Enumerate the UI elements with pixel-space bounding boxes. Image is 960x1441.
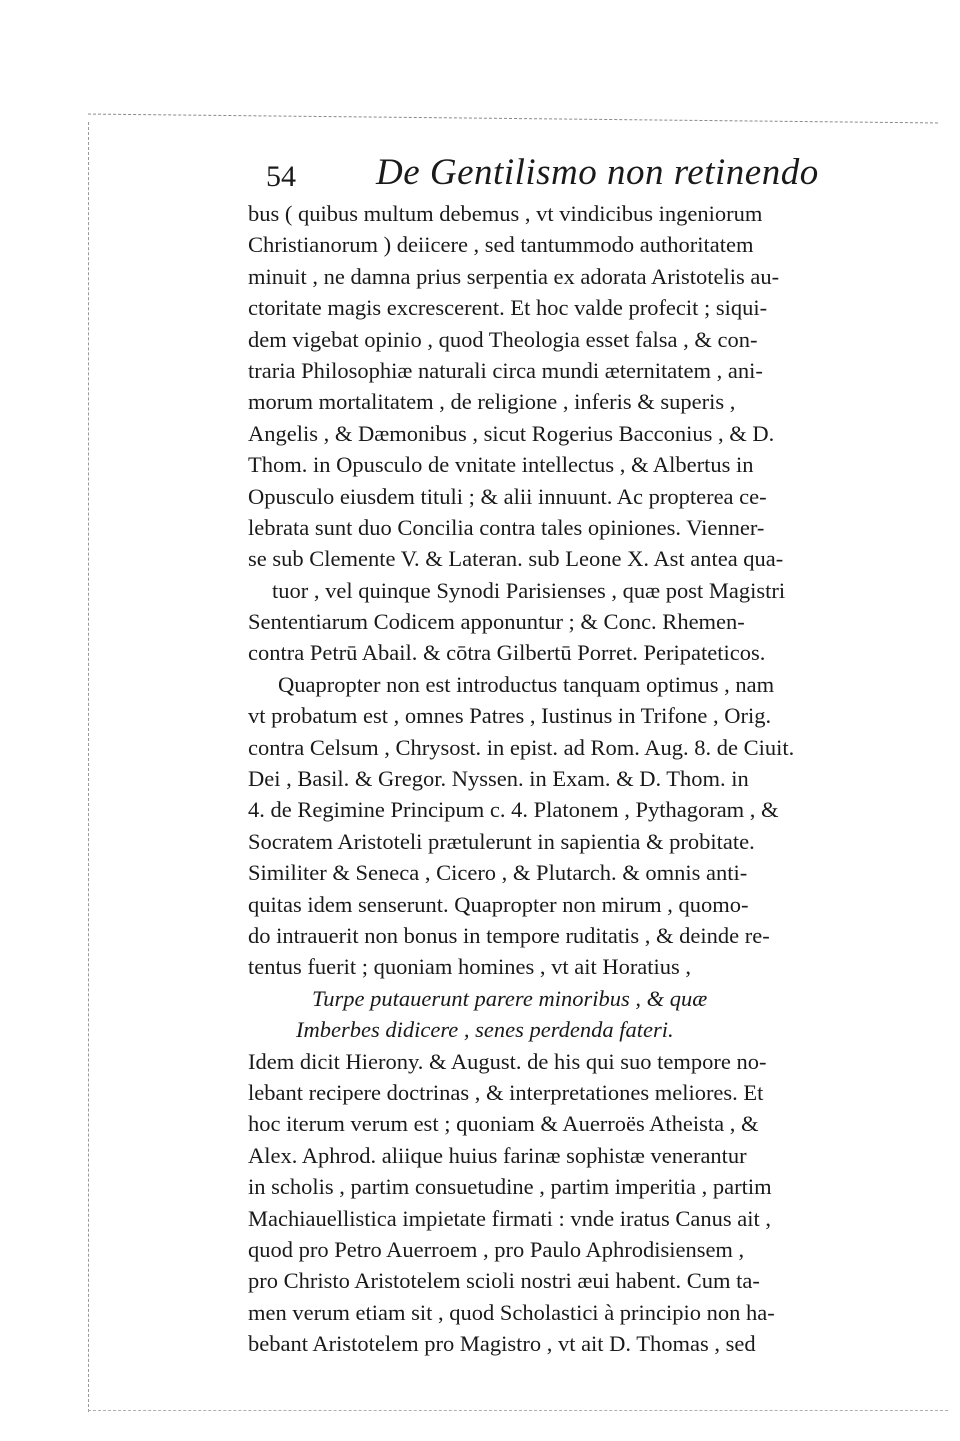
text-line: Thom. in Opusculo de vnitate intellectus , & Albertus in	[248, 452, 754, 478]
text-line: Christianorum ) deiicere , sed tantummodo authoritatem	[248, 232, 754, 258]
text-line: in scholis , partim consuetudine , partim imperitia , partim	[248, 1174, 772, 1200]
text-line: do intrauerit non bonus in tempore ruditatis , & deinde re-	[248, 922, 770, 948]
text-line: lebrata sunt duo Concilia contra tales opiniones. Vienner-	[248, 514, 765, 540]
book-page	[248, 150, 920, 1357]
text-line: Idem dicit Hierony. & August. de his qui suo tempore no-	[248, 1048, 767, 1074]
text-line: tuor , vel quinque Synodi Parisienses , quæ post Magistri	[272, 577, 786, 603]
text-line: pro Christo Aristotelem scioli nostri æui habent. Cum ta-	[248, 1268, 760, 1294]
running-title: De Gentilismo non retinendo	[376, 152, 819, 193]
text-line: Sententiarum Codicem apponuntur ; & Conc. Rhemen-	[248, 609, 745, 635]
text-line: men verum etiam sit , quod Scholastici à principio non ha-	[248, 1299, 775, 1325]
scan-border-left	[88, 122, 91, 1412]
text-line: Similiter & Seneca , Cicero , & Plutarch. & omnis anti-	[248, 860, 748, 886]
text-line: Alex. Aphrod. aliique huius farinæ sophistæ venerantur	[248, 1142, 747, 1168]
running-head	[248, 150, 920, 196]
text-line: bus ( quibus multum debemus , vt vindicibus ingeniorum	[248, 201, 763, 226]
text-line: Socratem Aristoteli prætulerunt in sapientia & probitate.	[248, 828, 755, 854]
text-line: dem vigebat opinio , quod Theologia esset falsa , & con-	[248, 326, 758, 352]
body-text	[248, 198, 920, 1359]
text-line: vt probatum est , omnes Patres , Iustinus in Trifone , Orig.	[248, 703, 772, 729]
text-line: quitas idem senserunt. Quapropter non mirum , quomo-	[248, 891, 749, 917]
text-line: lebant recipere doctrinas , & interpretationes meliores. Et	[248, 1079, 764, 1105]
text-line: traria Philosophiæ naturali circa mundi æternitatem , ani-	[248, 357, 763, 383]
text-line: 4. de Regimine Principum c. 4. Platonem , Pythagoram , &	[248, 797, 779, 823]
text-line: Opusculo eiusdem tituli ; & alii innuunt. Ac propterea ce-	[248, 483, 767, 509]
text-line: hoc iterum verum est ; quoniam & Auerroës Atheista , &	[248, 1111, 759, 1137]
text-line: contra Celsum , Chrysost. in epist. ad Rom. Aug. 8. de Ciuit.	[248, 734, 795, 760]
text-line: tentus fuerit ; quoniam homines , vt ait Horatius ,	[248, 954, 692, 980]
text-line: se sub Clemente V. & Lateran. sub Leone X. Ast antea qua-	[248, 546, 784, 572]
text-line: Machiauellistica impietate firmati : vnde iratus Canus ait ,	[248, 1205, 771, 1231]
verse-line: Imberbes didicere , senes perdenda fateri.	[296, 1017, 674, 1043]
text-line: minuit , ne damna prius serpentia ex adorata Aristotelis au-	[248, 263, 780, 289]
scan-border-bottom	[88, 1410, 948, 1411]
text-line: ctoritate magis excrescerent. Et hoc valde profecit ; siqui-	[248, 295, 768, 321]
verse-line: Turpe putauerunt parere minoribus , & quæ	[312, 985, 708, 1011]
text-line: Dei , Basil. & Gregor. Nyssen. in Exam. & D. Thom. in	[248, 766, 749, 792]
text-line: quod pro Petro Auerroem , pro Paulo Aphrodisiensem ,	[248, 1236, 745, 1262]
page-number: 54	[266, 160, 296, 193]
text-line: Angelis , & Dæmonibus , sicut Rogerius Bacconius , & D.	[248, 420, 775, 446]
text-line: bebant Aristotelem pro Magistro , vt ait D. Thomas , sed	[248, 1331, 756, 1357]
scan-border-top	[88, 114, 938, 126]
text-line: contra Petrū Abail. & cōtra Gilbertū Porret. Peripateticos.	[248, 640, 766, 666]
text-line: Quapropter non est introductus tanquam optimus , nam	[278, 671, 775, 697]
text-line: morum mortalitatem , de religione , inferis & superis ,	[248, 389, 736, 415]
